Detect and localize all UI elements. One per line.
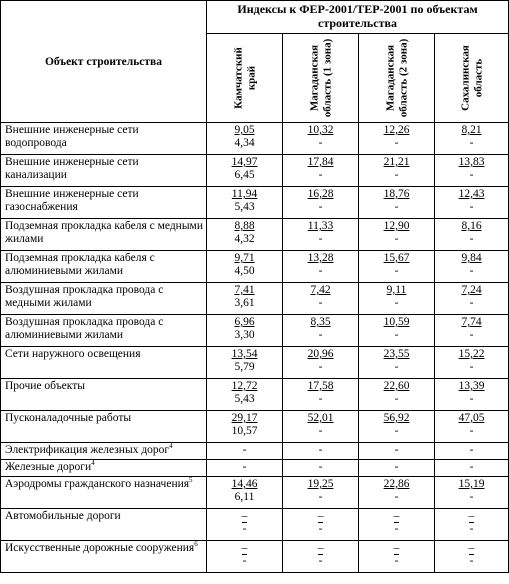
index-value: 15,67 bbox=[383, 252, 410, 264]
index-value: - bbox=[318, 461, 323, 473]
index-value: 17,84 bbox=[307, 156, 334, 168]
index-value-cell bbox=[207, 443, 283, 460]
index-value-cell bbox=[207, 379, 283, 411]
index-value: 8,88 bbox=[234, 220, 255, 232]
index-value: 11,33 bbox=[307, 220, 334, 232]
index-value-cell bbox=[359, 123, 435, 155]
index-value-secondary: - bbox=[469, 200, 474, 213]
object-name: Железные дороги bbox=[5, 461, 92, 473]
index-value-secondary: - bbox=[469, 523, 474, 535]
index-value-cell bbox=[207, 251, 283, 283]
table-row bbox=[1, 251, 509, 283]
index-value: 13,83 bbox=[458, 156, 485, 168]
index-value-cell bbox=[359, 509, 435, 541]
object-name: Подземная прокладка кабеля с медными жилами bbox=[5, 220, 203, 245]
object-name-cell bbox=[1, 443, 207, 460]
index-value: - bbox=[394, 444, 399, 456]
index-value-cell bbox=[283, 411, 359, 443]
index-value: 14,46 bbox=[231, 478, 258, 490]
region-header: Магаданская область (2 зона) bbox=[359, 34, 435, 123]
index-value-cell bbox=[435, 541, 509, 573]
index-value-secondary: - bbox=[318, 523, 323, 535]
index-value: 7,74 bbox=[461, 316, 482, 328]
index-value-cell bbox=[207, 187, 283, 219]
table-row bbox=[1, 411, 509, 443]
object-name-cell bbox=[1, 283, 207, 315]
object-name-cell bbox=[1, 541, 207, 573]
index-value-secondary: - bbox=[318, 490, 323, 503]
index-value-secondary: - bbox=[318, 424, 323, 437]
index-value-secondary: - bbox=[469, 136, 474, 149]
index-value: - bbox=[242, 461, 247, 473]
table-row bbox=[1, 315, 509, 347]
index-value-secondary: - bbox=[469, 328, 474, 341]
index-value: 16,28 bbox=[307, 188, 334, 200]
index-value-cell bbox=[207, 123, 283, 155]
table-row bbox=[1, 283, 509, 315]
index-value-secondary: - bbox=[394, 392, 399, 405]
index-value: 17,58 bbox=[307, 380, 334, 392]
index-value-cell bbox=[435, 123, 509, 155]
index-value: 21,21 bbox=[383, 156, 410, 168]
index-value-secondary: 10,57 bbox=[231, 424, 258, 437]
index-value-cell bbox=[207, 411, 283, 443]
table-row bbox=[1, 477, 509, 509]
table-row bbox=[1, 219, 509, 251]
index-value: 10,59 bbox=[383, 316, 410, 328]
index-value: 7,41 bbox=[234, 284, 255, 296]
object-name: Автомобильные дороги bbox=[5, 510, 121, 522]
index-value: 12,43 bbox=[458, 188, 485, 200]
index-value-secondary: - bbox=[394, 168, 399, 181]
index-value: 56,92 bbox=[383, 412, 410, 424]
object-name-cell bbox=[1, 411, 207, 443]
index-value-cell bbox=[359, 443, 435, 460]
index-value-secondary: - bbox=[242, 555, 247, 567]
index-value-cell bbox=[435, 283, 509, 315]
index-value-cell bbox=[283, 315, 359, 347]
object-name: Аэродромы гражданского назначения bbox=[5, 478, 190, 490]
index-value: – bbox=[317, 510, 324, 522]
index-value-secondary: - bbox=[469, 232, 474, 245]
index-value-secondary: - bbox=[469, 168, 474, 181]
index-value-secondary: 5,43 bbox=[234, 392, 255, 405]
index-value: 22,86 bbox=[383, 478, 410, 490]
index-value-cell bbox=[359, 283, 435, 315]
index-value-cell bbox=[283, 477, 359, 509]
object-name-cell bbox=[1, 187, 207, 219]
object-name: Внешние инженерные сети канализации bbox=[5, 156, 139, 181]
index-value-secondary: 3,61 bbox=[234, 296, 255, 309]
index-value-cell bbox=[435, 379, 509, 411]
index-value-cell bbox=[207, 315, 283, 347]
object-name-cell bbox=[1, 251, 207, 283]
index-value-cell bbox=[207, 477, 283, 509]
index-value-cell bbox=[359, 187, 435, 219]
index-value-cell bbox=[283, 347, 359, 379]
index-value-cell bbox=[283, 219, 359, 251]
index-value-secondary: - bbox=[469, 392, 474, 405]
index-value-secondary: - bbox=[318, 392, 323, 405]
object-name-cell bbox=[1, 155, 207, 187]
object-name-cell bbox=[1, 460, 207, 477]
table-row bbox=[1, 187, 509, 219]
index-value: – bbox=[241, 542, 248, 554]
index-value: 7,24 bbox=[461, 284, 482, 296]
object-name: Электрификация железных дорог bbox=[5, 444, 170, 456]
index-value-secondary: - bbox=[394, 424, 399, 437]
index-value: 13,28 bbox=[307, 252, 334, 264]
index-value-cell bbox=[359, 251, 435, 283]
index-value-cell bbox=[435, 411, 509, 443]
index-value-cell bbox=[359, 460, 435, 477]
index-value: 14,97 bbox=[231, 156, 258, 168]
table-row bbox=[1, 541, 509, 573]
index-value-cell bbox=[283, 283, 359, 315]
index-value: – bbox=[393, 542, 400, 554]
table-row bbox=[1, 155, 509, 187]
index-value: 8,35 bbox=[310, 316, 331, 328]
footnote-marker: 5 bbox=[189, 476, 193, 485]
object-name: Сети наружного освещения bbox=[5, 348, 141, 360]
index-value-secondary: - bbox=[469, 264, 474, 277]
index-value: 12,26 bbox=[383, 124, 410, 136]
index-value-secondary: - bbox=[469, 360, 474, 373]
table-row bbox=[1, 379, 509, 411]
index-value: – bbox=[241, 510, 248, 522]
index-value-secondary: - bbox=[394, 328, 399, 341]
index-value-cell bbox=[207, 347, 283, 379]
region-header: Магаданская область (1 зона) bbox=[283, 34, 359, 123]
index-value: 20,96 bbox=[307, 348, 334, 360]
index-value-secondary: - bbox=[318, 168, 323, 181]
index-value-secondary: - bbox=[394, 523, 399, 535]
table-row bbox=[1, 509, 509, 541]
index-value-cell bbox=[359, 379, 435, 411]
index-value-cell bbox=[435, 315, 509, 347]
object-name: Внешние инженерные сети газоснабжения bbox=[5, 188, 139, 213]
object-name: Воздушная прокладка провода с медными жилами bbox=[5, 284, 164, 309]
index-value-secondary: - bbox=[469, 555, 474, 567]
index-value-secondary: - bbox=[318, 555, 323, 567]
index-value: 23,55 bbox=[383, 348, 410, 360]
index-value-secondary: - bbox=[469, 424, 474, 437]
index-value-cell bbox=[283, 251, 359, 283]
index-value-secondary: - bbox=[394, 200, 399, 213]
index-value-cell bbox=[283, 541, 359, 573]
index-value-secondary: - bbox=[242, 523, 247, 535]
index-value: 9,84 bbox=[461, 252, 482, 264]
index-value: 29,17 bbox=[231, 412, 258, 424]
index-value: 18,76 bbox=[383, 188, 410, 200]
object-name-cell bbox=[1, 347, 207, 379]
index-value: 8,16 bbox=[461, 220, 482, 232]
index-value-cell bbox=[283, 509, 359, 541]
index-value-cell bbox=[283, 460, 359, 477]
object-header: Объект строительства bbox=[1, 1, 207, 123]
footnote-marker: 4 bbox=[91, 459, 95, 468]
region-header: Камчатский край bbox=[207, 34, 283, 123]
index-value-cell bbox=[207, 283, 283, 315]
index-value-cell bbox=[207, 541, 283, 573]
index-value-cell bbox=[435, 460, 509, 477]
index-value-cell bbox=[435, 509, 509, 541]
table-row bbox=[1, 347, 509, 379]
index-value-cell bbox=[283, 443, 359, 460]
index-value-cell bbox=[283, 187, 359, 219]
object-name: Подземная прокладка кабеля с алюминиевыми жилами bbox=[5, 252, 155, 277]
index-value-cell bbox=[435, 187, 509, 219]
index-value-cell bbox=[359, 411, 435, 443]
object-name: Искусственные дорожные сооружения bbox=[5, 542, 195, 554]
index-value: 9,71 bbox=[234, 252, 255, 264]
index-value: 9,05 bbox=[234, 124, 255, 136]
table-row bbox=[1, 443, 509, 460]
index-value-cell bbox=[207, 155, 283, 187]
index-value-cell bbox=[359, 541, 435, 573]
index-value: 12,72 bbox=[231, 380, 258, 392]
index-value: - bbox=[242, 444, 247, 456]
index-value-secondary: - bbox=[394, 232, 399, 245]
object-name-cell bbox=[1, 509, 207, 541]
index-value: 52,01 bbox=[307, 412, 334, 424]
index-value-cell bbox=[207, 460, 283, 477]
index-value-secondary: - bbox=[394, 264, 399, 277]
index-value: 9,11 bbox=[386, 284, 407, 296]
index-value: 47,05 bbox=[458, 412, 485, 424]
index-value: - bbox=[318, 444, 323, 456]
index-value-secondary: - bbox=[394, 490, 399, 503]
object-name: Внешние инженерные сети водопровода bbox=[5, 124, 139, 149]
index-value-cell bbox=[359, 347, 435, 379]
index-value-secondary: - bbox=[318, 232, 323, 245]
index-value-cell bbox=[435, 477, 509, 509]
index-value: 15,22 bbox=[458, 348, 485, 360]
index-value-cell bbox=[207, 219, 283, 251]
index-value-secondary: - bbox=[394, 360, 399, 373]
footnote-marker: 6 bbox=[194, 540, 198, 549]
index-value: 19,25 bbox=[307, 478, 334, 490]
index-value-secondary: - bbox=[318, 360, 323, 373]
object-name-cell bbox=[1, 379, 207, 411]
index-value-secondary: - bbox=[318, 296, 323, 309]
object-name-cell bbox=[1, 477, 207, 509]
index-value-secondary: 4,32 bbox=[234, 232, 255, 245]
indices-title: Индексы к ФЕР-2001/ТЕР-2001 по объектам строительства bbox=[207, 1, 509, 34]
table-row bbox=[1, 460, 509, 477]
index-value-cell bbox=[359, 477, 435, 509]
object-name-cell bbox=[1, 315, 207, 347]
index-value-secondary: - bbox=[394, 296, 399, 309]
table-row bbox=[1, 123, 509, 155]
index-value-cell bbox=[283, 123, 359, 155]
region-header: Сахалинская область bbox=[435, 34, 509, 123]
index-value-cell bbox=[283, 379, 359, 411]
object-name-cell bbox=[1, 123, 207, 155]
index-value-secondary: 6,45 bbox=[234, 168, 255, 181]
index-value-cell bbox=[359, 315, 435, 347]
index-value-secondary: 4,34 bbox=[234, 136, 255, 149]
index-value-secondary: - bbox=[318, 328, 323, 341]
index-value: 13,54 bbox=[231, 348, 258, 360]
index-value-cell bbox=[359, 219, 435, 251]
index-value: 22,60 bbox=[383, 380, 410, 392]
index-value-secondary: - bbox=[394, 555, 399, 567]
index-value-secondary: 6,11 bbox=[234, 490, 255, 503]
index-value: 10,32 bbox=[307, 124, 334, 136]
object-name: Воздушная прокладка провода с алюминиевыми жилами bbox=[5, 316, 164, 341]
object-name: Прочие объекты bbox=[5, 380, 85, 392]
index-value: - bbox=[469, 444, 474, 456]
index-value-secondary: - bbox=[318, 200, 323, 213]
index-value: 6,96 bbox=[234, 316, 255, 328]
index-value-secondary: 5,79 bbox=[234, 360, 255, 373]
index-value-secondary: - bbox=[469, 490, 474, 503]
index-value: 15,19 bbox=[458, 478, 485, 490]
index-value-cell bbox=[359, 155, 435, 187]
index-value-secondary: - bbox=[394, 136, 399, 149]
index-value: 8,21 bbox=[461, 124, 482, 136]
index-value-cell bbox=[435, 155, 509, 187]
index-value: - bbox=[394, 461, 399, 473]
index-value: 13,39 bbox=[458, 380, 485, 392]
index-value: – bbox=[468, 510, 475, 522]
index-value-secondary: - bbox=[318, 264, 323, 277]
index-value: 7,42 bbox=[310, 284, 331, 296]
footnote-marker: 4 bbox=[169, 442, 173, 451]
index-value-secondary: 3,30 bbox=[234, 328, 255, 341]
object-name-cell bbox=[1, 219, 207, 251]
index-value-cell bbox=[207, 509, 283, 541]
index-value: 12,90 bbox=[383, 220, 410, 232]
index-value-cell bbox=[435, 443, 509, 460]
index-value-secondary: 4,50 bbox=[234, 264, 255, 277]
index-value: – bbox=[393, 510, 400, 522]
index-value-cell bbox=[435, 251, 509, 283]
index-value: – bbox=[468, 542, 475, 554]
index-value-cell bbox=[435, 347, 509, 379]
index-value: – bbox=[317, 542, 324, 554]
index-value-secondary: 5,43 bbox=[234, 200, 255, 213]
index-value-cell bbox=[435, 219, 509, 251]
object-name: Пусконаладочные работы bbox=[5, 412, 132, 424]
index-value: - bbox=[469, 461, 474, 473]
index-value-secondary: - bbox=[318, 136, 323, 149]
index-value-cell bbox=[283, 155, 359, 187]
index-value-secondary: - bbox=[469, 296, 474, 309]
index-value: 11,94 bbox=[231, 188, 258, 200]
